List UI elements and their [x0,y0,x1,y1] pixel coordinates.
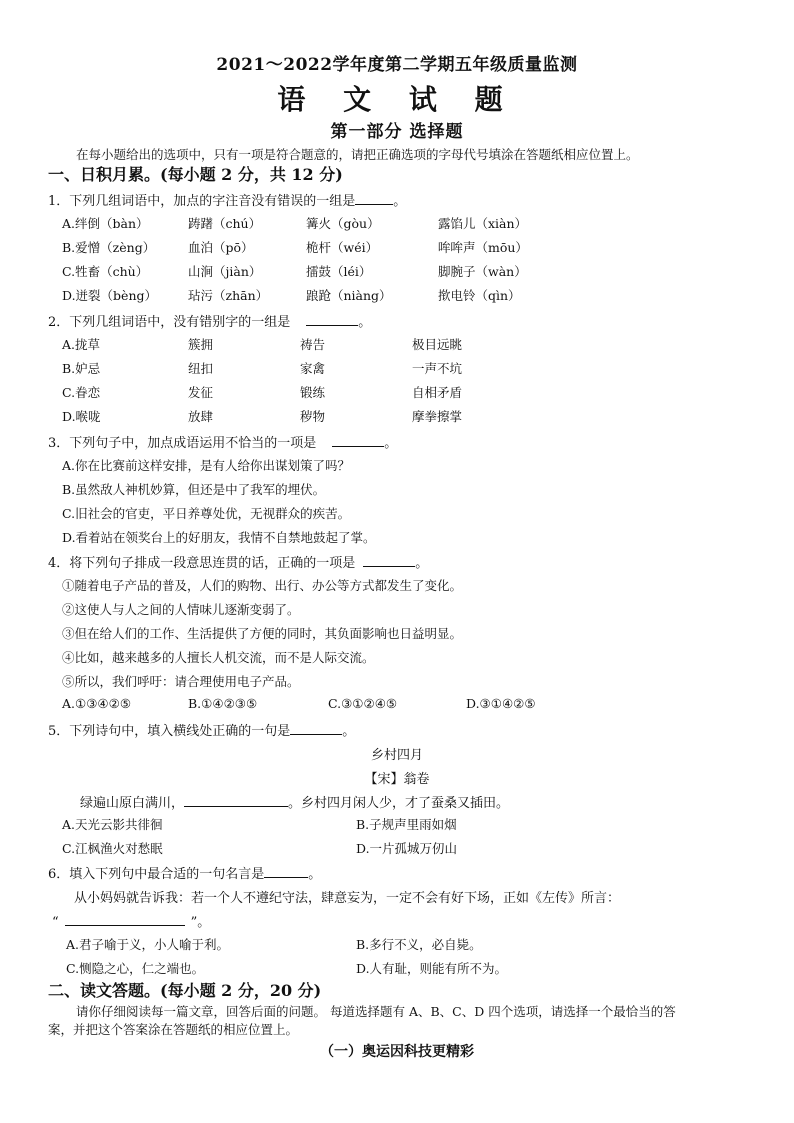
q4-option-c: C.③①②④⑤ [328,696,398,711]
q2-stem [48,311,371,330]
section2-intro-line1: 请你仔细阅读每一篇文章，回答后面的问题。 每道选择题有 A、B、C、D 四个选项，请选择一个最恰当的答 [76,1004,676,1019]
q4-stem [48,552,428,571]
q1-stem [48,190,406,209]
q6-body-line1: 从小妈妈就告诉我：若一个人不遵纪守法，肆意妄为，一定不会有好下场，正如《左传》所言： [74,891,621,906]
q4-option-b: B.①④②③⑤ [188,696,258,711]
section2-intro-line2: 案，并把这个答案涂在答题纸的相应位置上。 [48,1022,299,1037]
q4-stem-text: 4．将下列句子排成一段意思连贯的话，正确的一项是 [48,556,356,571]
q2-stem-end: 。 [358,315,372,330]
q3-stem [48,432,397,451]
q4-stem-end: 。 [415,556,429,571]
q5-option-a: A.天光云影共徘徊 [62,817,163,832]
q6-option-a: A.君子喻于义，小人喻于利。 [66,937,230,952]
q2-blank [306,313,358,326]
q3-blank [332,434,384,447]
q6-body-line2: “ ”。 [52,915,211,930]
q5-option-d: D.一片孤城万仞山 [356,841,458,856]
section2-heading: 二、读文答题。(每小题 2 分，20 分) [48,981,322,1000]
q3-option-c: C.旧社会的官吏，平日养尊处优，无视群众的疾苦。 [62,506,351,521]
q1-stem-end: 。 [393,194,407,209]
q5-blank [290,722,342,735]
exam-page: 2021～2022学年度第二学期五年级质量监测 语 文 试 题 第一部分 选择题 在每小题给出的选项中，只有一项是符合题意的，请把正确选项的字母代号填涂在答题纸相应位置上。 一、日积月累。(每小题 2 分，共 12 分) 1．下列几组词语中，加点的字注音没有错误的一组是 。 A.绊倒（bàn） 踌躇（chú） 篝火（gòu） 露馅儿（xiàn） B.爱憎（zèng） 血泊（pō） 桅杆（wéi） 哞哞声（mōu） C.牲畜（chù） 山涧（jiàn） 擂鼓（léi） 脚腕子（wàn） D.迸裂（bèng） 玷污（zhān） 踉跄（niàng） 揿电铃（qìn） 2．下列几组词语中，没有错别字的一组是 。 A.拢草 簇拥 祷告 极目远眺 B.妒忌 纽扣 家禽 一声不坑 C.眷恋 发征 锻练 自相矛盾 D.喉咙 放肆 秽物 摩拳擦掌 3．下列句子中，加点成语运用不恰当的一项是 。 A.你在比赛前这样安排，是有人给你出谋划策了吗？ B.虽然敌人神机妙算，但还是中了我军的埋伏。 C.旧社会的官吏，平日养尊处优，无视群众的疾苦。 D.看着站在领奖台上的好朋友，我情不自禁地鼓起了掌。 4．将下列句子排成一段意思连贯的话，正确的一项是 。 ①随着电子产品的普及，人们的购物、出行、办公等方式都发生了变化。 ②这使人与人之间的人情味儿逐渐变弱了。 ③但在给人们的工作、生活提供了方便的同时，其负面影响也日益明显。 ④比如，越来越多的人擅长人机交流，而不是人际交流。 ⑤所以，我们呼吁：请合理使用电子产品。 A.①③④②⑤ B.①④②③⑤ C.③①②④⑤ D.③①④②⑤ 5．下列诗句中，填入横线处正确的一句是 。 乡村四月 【宋】翁卷 绿遍山原白满川， 。乡村四月闲人少，才了蚕桑又插田。 A.天光云影共徘徊 B.子规声里雨如烟 C.江枫渔火对愁眠 D.一片孤城万仞山 6．填入下列句中最合适的一句名言是 。 从小妈妈就告诉我：若一个人不遵纪守法，肆意妄为，一定不会有好下场，正如《左传》所言： “ ”。 A.君子喻于义，小人喻于利。 B.多行不义，必自毙。 C.恻隐之心，仁之端也。 D.人有耻，则能有所不为。 二、读文答题。(每小题 2 分，20 分) 请你仔细阅读每一篇文章，回答后面的问题。 每道选择题有 A、B、C、D 四个选项，请选择一个最恰当的答 案，并把这个答案涂在答题纸的相应位置上。 （一）奥运因科技更精彩 [0,0,794,1123]
q6-stem-end: 。 [308,867,322,882]
q3-option-b: B.虽然敌人神机妙算，但还是中了我军的埋伏。 [62,482,326,497]
article-title: （一）奥运因科技更精彩 [320,1044,474,1060]
q3-stem-text: 3．下列句子中，加点成语运用不恰当的一项是 [48,436,317,451]
q5-stem-text: 5．下列诗句中，填入横线处正确的一句是 [48,724,291,739]
q6-blank [264,865,308,878]
q6-option-d: D.人有耻，则能有所不为。 [356,961,508,976]
poem-blank [184,794,288,807]
q3-option-d: D.看着站在领奖台上的好朋友，我情不自禁地鼓起了掌。 [62,530,376,545]
exam-subject-title: 语 文 试 题 [277,83,517,116]
q5-stem-end: 。 [342,724,356,739]
q6-stem-text: 6．填入下列句中最合适的一句名言是 [48,867,265,882]
q4-blank [363,554,415,567]
poem-title: 乡村四月 [370,748,423,763]
q5-option-b: B.子规声里雨如烟 [356,817,457,832]
q1-stem-text: 1．下列几组词语中，加点的字注音没有错误的一组是 [48,194,356,209]
poem-body: 绿遍山原白满川， 。乡村四月闲人少，才了蚕桑又插田。 [80,796,510,811]
q4-sentence-4: ④比如，越来越多的人擅长人机交流，而不是人际交流。 [62,650,375,665]
part-one-instruction: 在每小题给出的选项中，只有一项是符合题意的，请把正确选项的字母代号填涂在答题纸相应位置上。 [76,147,639,162]
q4-sentence-2: ②这使人与人之间的人情味儿逐渐变弱了。 [62,602,300,617]
q4-option-a: A.①③④②⑤ [62,696,132,711]
q6-option-c: C.恻隐之心，仁之端也。 [66,961,205,976]
q6-option-b: B.多行不义，必自毙。 [356,937,482,952]
q1-blank [355,192,393,205]
q3-stem-end: 。 [384,436,398,451]
q3-option-a: A.你在比赛前这样安排，是有人给你出谋划策了吗？ [62,458,351,473]
q5-option-c: C.江枫渔火对愁眠 [62,841,163,856]
poem-author: 【宋】翁卷 [364,772,430,787]
q4-option-d: D.③①④②⑤ [466,696,536,711]
q5-stem [48,720,355,739]
q4-sentence-5: ⑤所以，我们呼吁：请合理使用电子产品。 [62,674,300,689]
q4-sentence-3: ③但在给人们的工作、生活提供了方便的同时，其负面影响也日益明显。 [62,626,463,641]
part-one-title: 第一部分 选择题 [330,122,464,142]
q6-stem [48,863,321,882]
q6-quote-blank [65,913,185,926]
q4-sentence-1: ①随着电子产品的普及，人们的购物、出行、办公等方式都发生了变化。 [62,578,463,593]
exam-term-title: 2021～2022学年度第二学期五年级质量监测 [216,55,578,75]
q2-stem-text: 2．下列几组词语中，没有错别字的一组是 [48,315,291,330]
section1-heading: 一、日积月累。(每小题 2 分，共 12 分) [48,165,343,184]
